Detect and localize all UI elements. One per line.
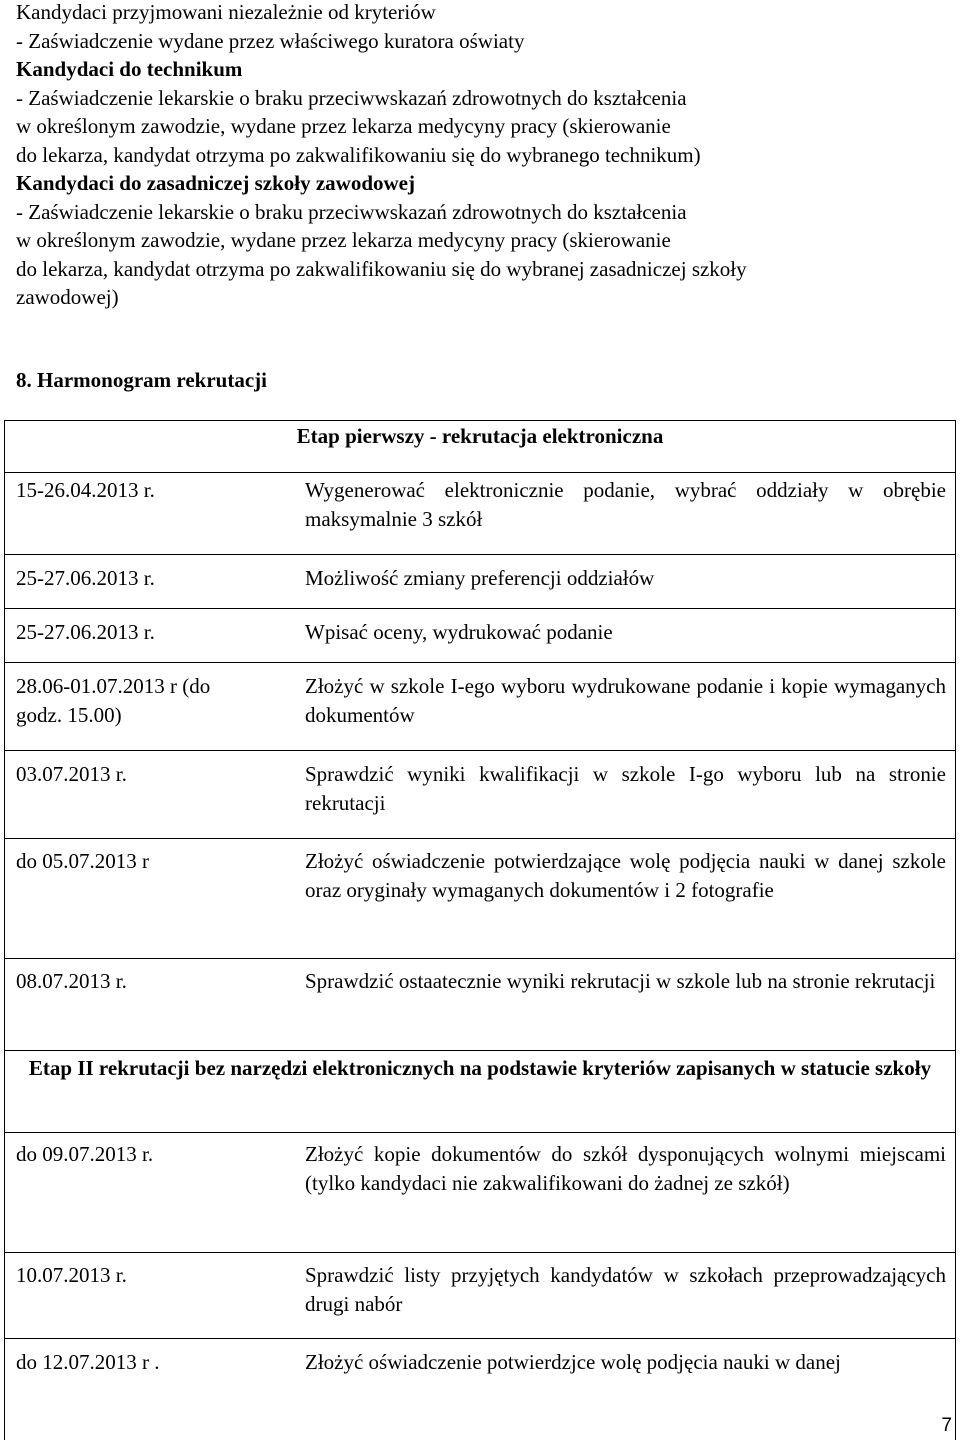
requirement-heading: Kandydaci do zasadniczej szkoły zawodowej <box>16 171 415 195</box>
section-heading: 8. Harmonogram rekrutacji <box>16 368 267 392</box>
row-date: 08.07.2013 r. <box>16 969 127 993</box>
requirement-line: w określonym zawodzie, wydane przez lekarza medycyny pracy (skierowanie <box>16 114 671 138</box>
row-divider <box>5 1132 955 1133</box>
requirement-line: Kandydaci przyjmowani niezależnie od kryteriów <box>16 0 436 24</box>
row-divider <box>5 554 955 555</box>
row-divider <box>5 838 955 839</box>
row-divider <box>5 1338 955 1339</box>
row-date: 15-26.04.2013 r. <box>16 478 155 502</box>
page-number: 7 <box>941 1415 952 1436</box>
requirement-line: zawodowej) <box>16 285 119 309</box>
row-date: 25-27.06.2013 r. <box>16 566 155 590</box>
requirement-line: w określonym zawodzie, wydane przez lekarza medycyny pracy (skierowanie <box>16 228 671 252</box>
requirement-line: - Zaświadczenie lekarskie o braku przeciwwskazań zdrowotnych do kształcenia <box>16 85 687 110</box>
requirements-section <box>16 0 946 312</box>
requirement-heading: Kandydaci do technikum <box>16 57 243 81</box>
stage-two-caption: Etap II rekrutacji bez narzędzi elektronicznych na podstawie kryteriów zapisanych w statucie szkoły <box>28 1056 932 1080</box>
schedule-table <box>4 420 956 1440</box>
row-date: 28.06-01.07.2013 r (do godz. 15.00) <box>16 674 211 727</box>
row-divider <box>5 750 955 751</box>
row-date: 25-27.06.2013 r. <box>16 620 155 644</box>
row-divider <box>5 662 955 663</box>
row-description: Sprawdzić wyniki kwalifikacji w szkole I-go wyboru lub na stronie rekrutacji <box>305 762 946 815</box>
row-description: Złożyć kopie dokumentów do szkół dysponujących wolnymi miejscami (tylko kandydaci nie zakwalifikowani do żadnej ze szkół) <box>305 1142 946 1195</box>
row-date: do 12.07.2013 r . <box>16 1350 160 1374</box>
row-description: Złożyć oświadczenie potwierdzjce wolę podjęcia nauki w danej <box>305 1350 841 1374</box>
row-description: Sprawdzić listy przyjętych kandydatów w szkołach przeprowadzających drugi nabór <box>305 1263 946 1316</box>
requirement-line: do lekarza, kandydat otrzyma po zakwalifikowaniu się do wybranej zasadniczej szkoły <box>16 256 747 281</box>
requirement-line: - Zaświadczenie wydane przez właściwego kuratora oświaty <box>16 28 525 53</box>
row-description: Wygenerować elektronicznie podanie, wybrać oddziały w obrębie maksymalnie 3 szkół <box>305 478 946 531</box>
row-description: Sprawdzić ostaatecznie wyniki rekrutacji w szkole lub na stronie rekrutacji <box>305 969 936 993</box>
row-description: Wpisać oceny, wydrukować podanie <box>305 620 613 644</box>
row-date: 03.07.2013 r. <box>16 762 127 786</box>
requirement-line: do lekarza, kandydat otrzyma po zakwalifikowaniu się do wybranego technikum) <box>16 142 701 167</box>
row-divider <box>5 1050 955 1051</box>
row-date: do 09.07.2013 r. <box>16 1142 154 1166</box>
row-divider <box>5 608 955 609</box>
row-date: 10.07.2013 r. <box>16 1263 127 1287</box>
table-border <box>5 420 955 421</box>
stage-one-caption: Etap pierwszy - rekrutacja elektroniczna <box>296 424 664 448</box>
requirement-line: - Zaświadczenie lekarskie o braku przeciwwskazań zdrowotnych do kształcenia <box>16 199 687 224</box>
row-description: Złożyć oświadczenie potwierdzające wolę podjęcia nauki w danej szkole oraz oryginały wymaganych dokumentów i 2 fotografie <box>305 849 946 902</box>
row-divider <box>5 958 955 959</box>
row-description: Złożyć w szkole I-ego wyboru wydrukowane podanie i kopie wymaganych dokumentów <box>305 674 946 727</box>
row-divider <box>5 1252 955 1253</box>
row-divider <box>5 472 955 473</box>
row-date: do 05.07.2013 r <box>16 849 149 873</box>
row-description: Możliwość zmiany preferencji oddziałów <box>305 566 655 590</box>
